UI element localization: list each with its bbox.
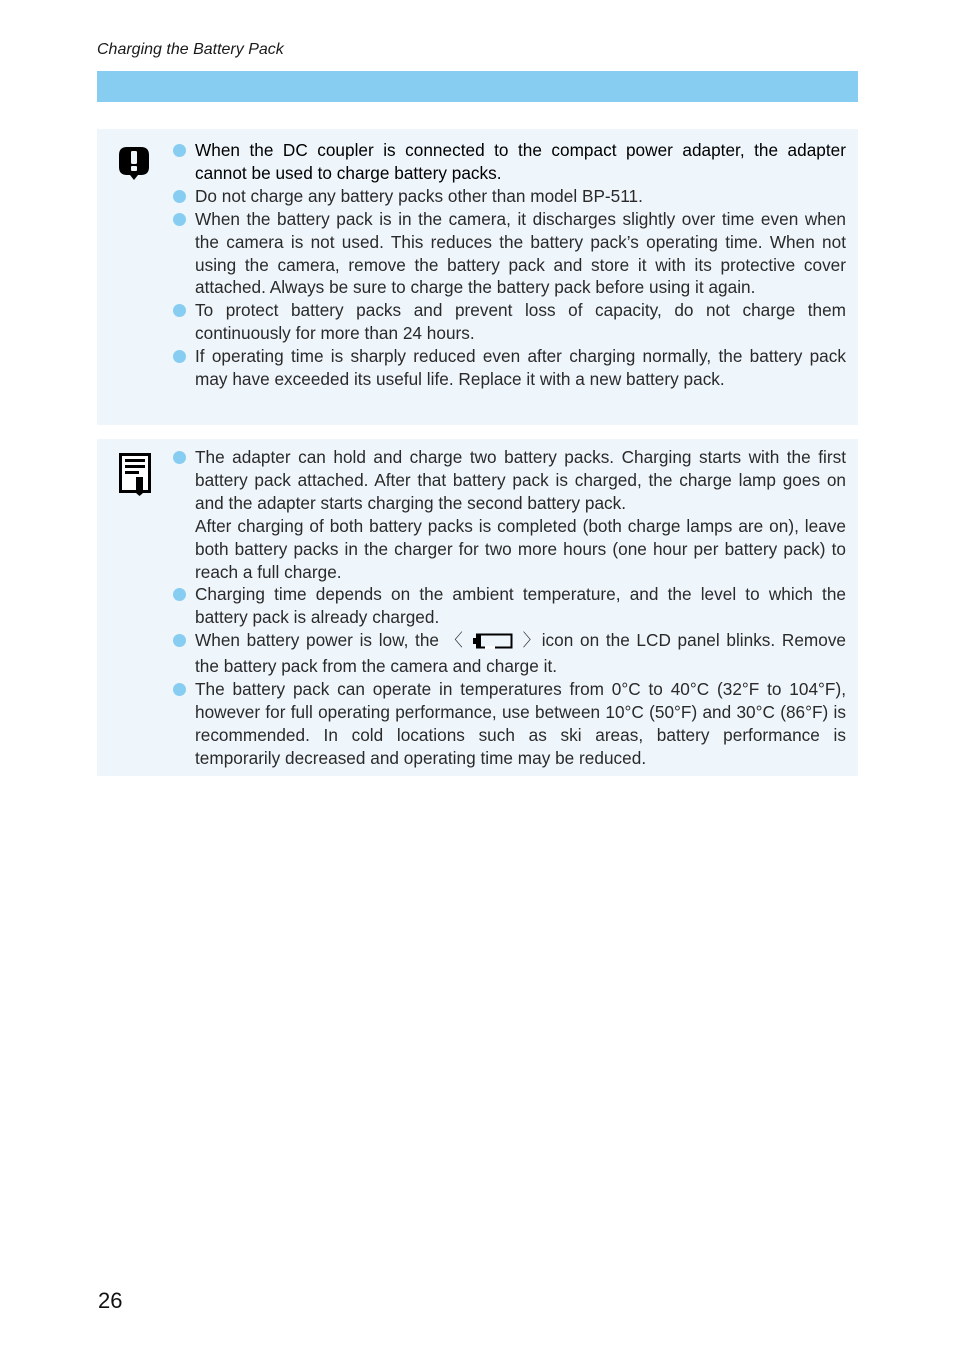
- section-title-bar: [97, 71, 858, 102]
- list-item: [195, 208, 846, 300]
- memo-item-text: Charging time depends on the ambient temperature, and the level to which the battery pack is already charged.: [195, 584, 846, 628]
- bullet-icon: [173, 350, 186, 363]
- memo-icon: [119, 453, 151, 502]
- bullet-icon: [173, 190, 186, 203]
- bullet-icon: [173, 634, 186, 647]
- list-item: [195, 185, 846, 208]
- list-item: [195, 446, 846, 583]
- list-item: [195, 678, 846, 770]
- bullet-icon: [173, 451, 186, 464]
- list-item: [195, 139, 846, 185]
- memo-item-text: When battery power is low, the 〈: [195, 630, 465, 651]
- running-head: Charging the Battery Pack: [97, 41, 284, 58]
- bullet-icon: [173, 683, 186, 696]
- bullet-icon: [173, 304, 186, 317]
- bullet-icon: [173, 144, 186, 157]
- list-item: [195, 629, 846, 678]
- list-item: [195, 583, 846, 629]
- memo-item-text: The battery pack can operate in temperatures from 0°C to 40°C (32°F to 104°F), however for full operating performance, use between 10°C (50°F) and 30°C (86°F) is recommended. In cold locations such as ski areas, battery performance is temporarily decreased and operating time may be reduced.: [195, 679, 846, 768]
- caution-item-text: If operating time is sharply reduced even after charging normally, the battery pack may have exceeded its useful life. Replace it with a new battery pack.: [195, 346, 846, 390]
- caution-item-text: When the battery pack is in the camera, it discharges slightly over time even when the camera is not used. This reduces the battery pack’s operating time. When not using the camera, remove the battery pack and store it with its protective cover attached. Always be sure to charge the battery pack before using it again.: [195, 208, 846, 298]
- memo-item-text: After charging of both battery packs is completed (both charge lamps are on), leave both battery packs in the charger for two more hours (one hour per battery pack) to reach a full charge.: [195, 515, 846, 582]
- page-number: 26: [98, 1288, 123, 1313]
- caution-icon: [117, 145, 151, 186]
- list-item: [195, 345, 846, 391]
- memo-box: [97, 439, 858, 776]
- caution-item-text: Do not charge any battery packs other than model BP-511.: [195, 185, 643, 206]
- caution-item-text: To protect battery packs and prevent loss of capacity, do not charge them continuously for more than 24 hours.: [195, 300, 846, 344]
- memo-list: [195, 446, 846, 770]
- caution-box: [97, 129, 858, 425]
- memo-item-text: 〉icon on the LCD panel blinks. Remove the battery pack from the camera and charge it.: [195, 630, 847, 677]
- bullet-icon: [173, 588, 186, 601]
- memo-item-text: The adapter can hold and charge two battery packs. Charging starts with the first battery pack attached. After that battery pack is charged, the charge lamp goes on and the adapter starts charging the second battery pack.: [195, 447, 846, 513]
- battery-low-icon: [473, 632, 513, 655]
- bullet-icon: [173, 213, 186, 226]
- caution-list: [195, 139, 846, 391]
- caution-item-text: When the DC coupler is connected to the compact power adapter, the adapter cannot be used to charge battery packs.: [195, 140, 846, 183]
- list-item: [195, 299, 846, 345]
